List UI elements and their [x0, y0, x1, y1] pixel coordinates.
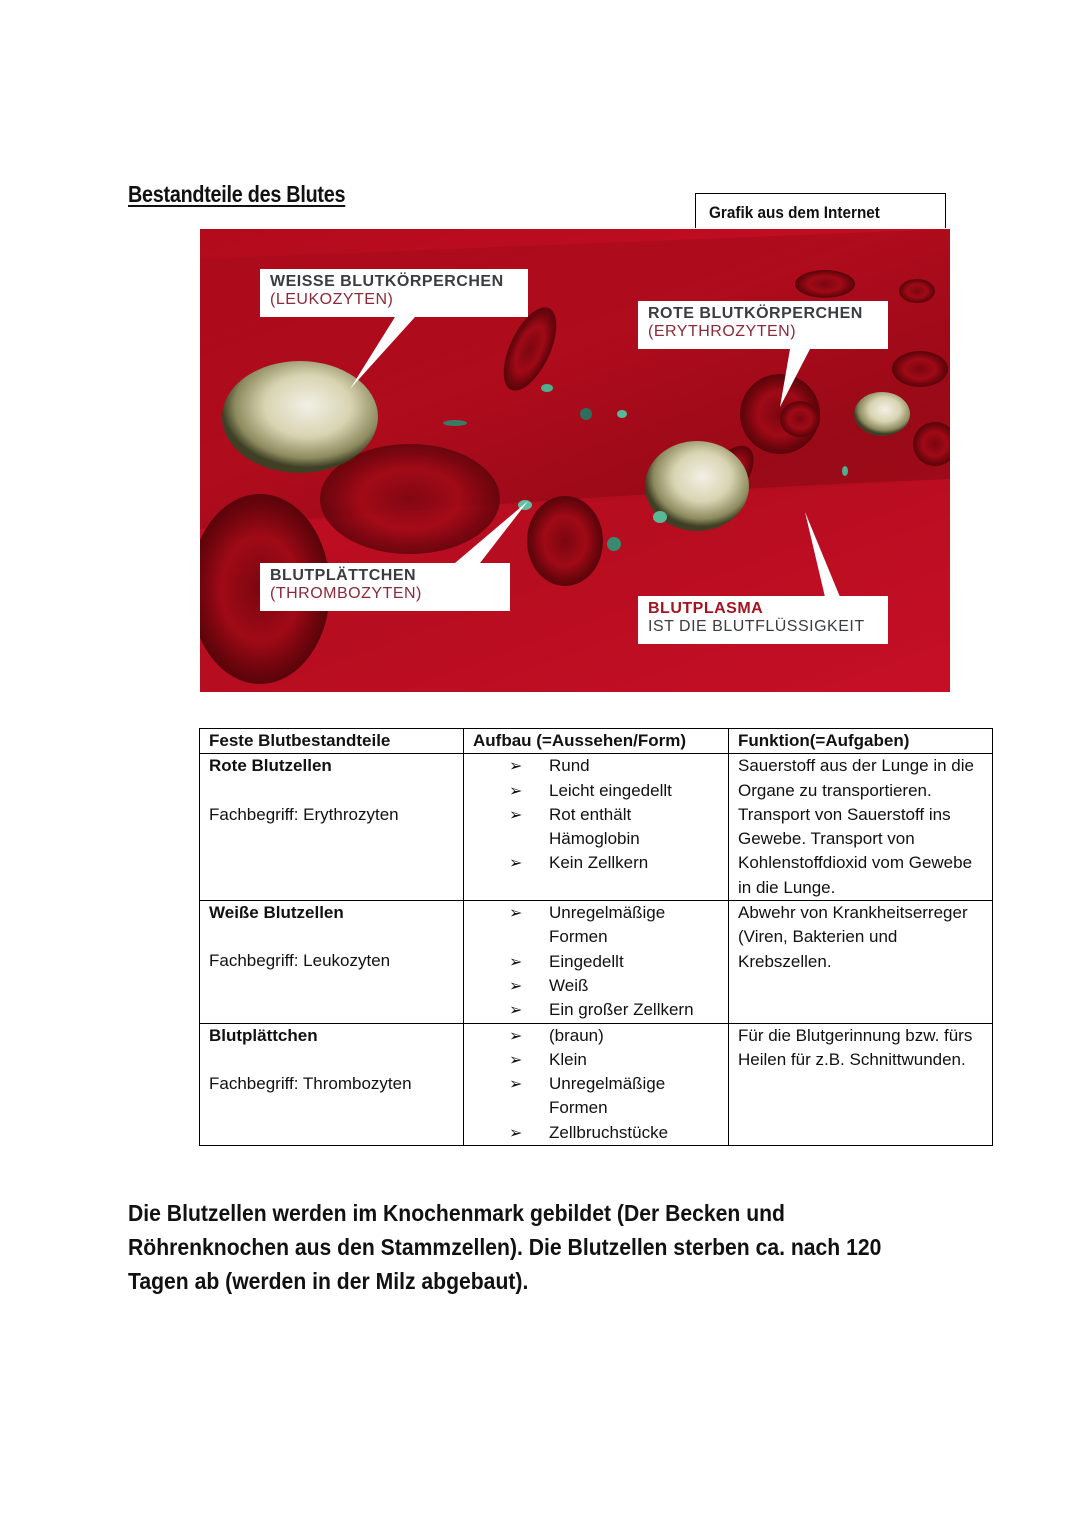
structure-item: ➢ Rund — [509, 754, 719, 778]
structure-item: ➢ Unregelmäßige Formen — [509, 1072, 719, 1121]
structure-item: ➢ Klein — [509, 1048, 719, 1072]
callout-erythrocytes-subtitle: (ERYTHROZYTEN) — [648, 323, 797, 340]
component-name: Rote Blutzellen — [209, 756, 332, 776]
component-cell — [200, 1023, 464, 1145]
function-cell: Für die Blutgerinnung bzw. fürs Heilen für z.B. Schnittwunden. — [729, 1023, 993, 1145]
callout-erythrocytes-title: ROTE BLUTKÖRPERCHEN — [648, 305, 863, 322]
callout-leukocytes — [260, 269, 528, 317]
table-header-row — [200, 729, 993, 754]
component-term: Fachbegriff: Thrombozyten — [209, 1073, 412, 1093]
structure-item: ➢ Eingedellt — [509, 950, 719, 974]
document-title: Bestandteile des Blutes — [128, 181, 346, 207]
source-note: Grafik aus dem Internet — [709, 203, 880, 222]
structure-item: ➢ Kein Zellkern — [509, 851, 719, 875]
table-row — [200, 754, 993, 901]
component-term: Fachbegriff: Erythrozyten — [209, 804, 399, 824]
structure-cell — [464, 1023, 729, 1145]
component-cell — [200, 901, 464, 1023]
component-term: Fachbegriff: Leukozyten — [209, 951, 391, 971]
structure-item: ➢ Weiß — [509, 974, 719, 998]
component-cell — [200, 754, 464, 901]
callout-leukocytes-subtitle: (LEUKOZYTEN) — [270, 291, 394, 308]
structure-cell — [464, 754, 729, 901]
function-cell: Sauerstoff aus der Lunge in die Organe zu transportieren. Transport von Sauerstoff ins Gewebe. Transport von Kohlenstoffdioxid vom Gewebe in die Lunge. — [729, 754, 993, 901]
callout-thrombocytes-subtitle: (THROMBOZYTEN) — [270, 585, 422, 602]
header-structure: Aufbau (=Aussehen/Form) — [464, 729, 729, 754]
callout-plasma — [638, 596, 888, 644]
structure-item: ➢ Leicht eingedellt — [509, 779, 719, 803]
blood-components-table — [199, 728, 993, 1146]
structure-item: ➢ Unregelmäßige Formen — [509, 901, 719, 950]
header-component: Feste Blutbestandteile — [200, 729, 464, 754]
blood-components-figure — [200, 229, 950, 692]
callout-thrombocytes — [260, 563, 510, 611]
structure-cell — [464, 901, 729, 1023]
component-name: Weiße Blutzellen — [209, 903, 344, 923]
structure-item: ➢ (braun) — [509, 1024, 719, 1048]
callout-thrombocytes-title: BLUTPLÄTTCHEN — [270, 567, 417, 584]
table-row — [200, 901, 993, 1023]
function-cell: Abwehr von Krankheitserreger (Viren, Bakterien und Krebszellen. — [729, 901, 993, 1023]
table-row — [200, 1023, 993, 1145]
callout-plasma-title: BLUTPLASMA — [648, 600, 764, 617]
callout-leukocytes-title: WEISSE BLUTKÖRPERCHEN — [270, 273, 504, 290]
structure-list — [473, 901, 719, 1022]
source-note-box — [695, 193, 946, 228]
structure-list — [473, 1024, 719, 1145]
callout-erythrocytes — [638, 301, 888, 349]
structure-list — [473, 754, 719, 875]
component-name: Blutplättchen — [209, 1025, 318, 1045]
structure-item: ➢ Rot enthält Hämoglobin — [509, 803, 719, 852]
structure-item: ➢ Zellbruchstücke — [509, 1121, 719, 1145]
callout-plasma-subtitle: IST DIE BLUTFLÜSSIGKEIT — [648, 618, 865, 635]
header-function: Funktion(=Aufgaben) — [729, 729, 993, 754]
summary-paragraph: Die Blutzellen werden im Knochenmark gebildet (Der Becken und Röhrenknochen aus den Stammzellen). Die Blutzellen sterben ca. nach 120 Tagen ab (werden in der Milz abgebaut). — [128, 1200, 882, 1294]
structure-item: ➢ Ein großer Zellkern — [509, 998, 719, 1022]
